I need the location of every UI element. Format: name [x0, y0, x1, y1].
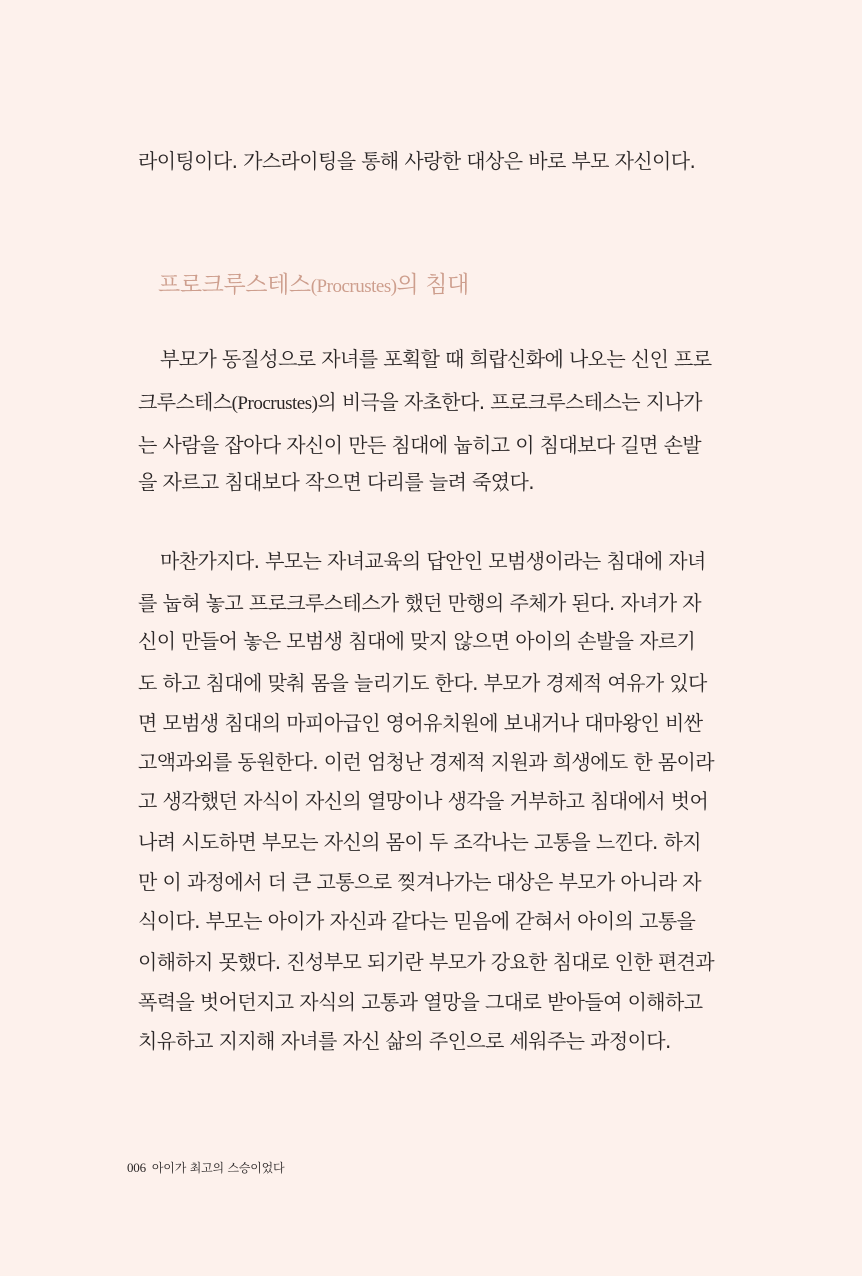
paragraph1-line2-latin: (Procrustes): [231, 393, 318, 414]
paragraph1-line2-korean: 크루스테스: [138, 390, 232, 414]
paragraph1-line: [138, 389, 728, 417]
lead-line: 라이팅이다. 가스라이팅을 통해 사랑한 대상은 바로 부모 자신이다.: [138, 149, 696, 173]
paragraph2-line: 이해하지 못했다. 진성부모 되기란 부모가 강요한 침대로 인한 편견과: [138, 950, 714, 974]
heading-latin: (Procrustes): [310, 276, 397, 297]
page-footer: [127, 1160, 284, 1176]
paragraph2-line: 면 모범생 침대의 마피아급인 영어유치원에 보내거나 대마왕인 비싼: [138, 711, 703, 735]
running-title: 아이가 최고의 스승이었다: [151, 1161, 285, 1175]
paragraph1-line2-rest: 의 비극을 자초한다. 프로크루스테스는 지나가: [317, 390, 702, 414]
paragraph2-line: 나려 시도하면 부모는 자신의 몸이 두 조각나는 고통을 느낀다. 하지: [138, 830, 702, 854]
paragraph2-line: 식이다. 부모는 아이가 자신과 같다는 믿음에 갇혀서 아이의 고통을: [138, 909, 696, 933]
heading-korean: 프로크루스테스: [158, 272, 311, 298]
paragraph1-line: 부모가 동질성으로 자녀를 포획할 때 희랍신화에 나오는 신인 프로: [160, 347, 712, 371]
section-heading: [158, 270, 469, 302]
paragraph2-line: 폭력을 벗어던지고 자식의 고통과 열망을 그대로 받아들여 이해하고: [138, 990, 703, 1014]
paragraph2-line: 치유하고 지지해 자녀를 자신 삶의 주인으로 세워주는 과정이다.: [138, 1029, 671, 1053]
paragraph2-line: 도 하고 침대에 맞춰 몸을 늘리기도 한다. 부모가 경제적 여유가 있다: [138, 671, 707, 695]
paragraph2-line: 만 이 과정에서 더 큰 고통으로 찢겨나가는 대상은 부모가 아니라 자: [138, 870, 702, 894]
page-number: 006: [127, 1160, 146, 1175]
paragraph1-line: 는 사람을 잡아다 자신이 만든 침대에 눕히고 이 침대보다 길면 손발: [138, 433, 702, 457]
paragraph2-line: 를 눕혀 놓고 프로크루스테스가 했던 만행의 주체가 된다. 자녀가 자: [138, 591, 702, 615]
paragraph2-line: 고 생각했던 자식이 자신의 열망이나 생각을 거부하고 침대에서 벗어: [138, 789, 709, 813]
paragraph1-line: 을 자르고 침대보다 작으면 다리를 늘려 죽였다.: [138, 470, 534, 494]
paragraph2-line: 마찬가지다. 부모는 자녀교육의 답안인 모범생이라는 침대에 자녀: [160, 549, 706, 573]
heading-suffix: 의 침대: [396, 272, 469, 298]
paragraph2-line: 고액과외를 동원한다. 이런 엄청난 경제적 지원과 희생에도 한 몸이라: [138, 750, 714, 774]
paragraph2-line: 신이 만들어 놓은 모범생 침대에 맞지 않으면 아이의 손발을 자르기: [138, 629, 696, 653]
